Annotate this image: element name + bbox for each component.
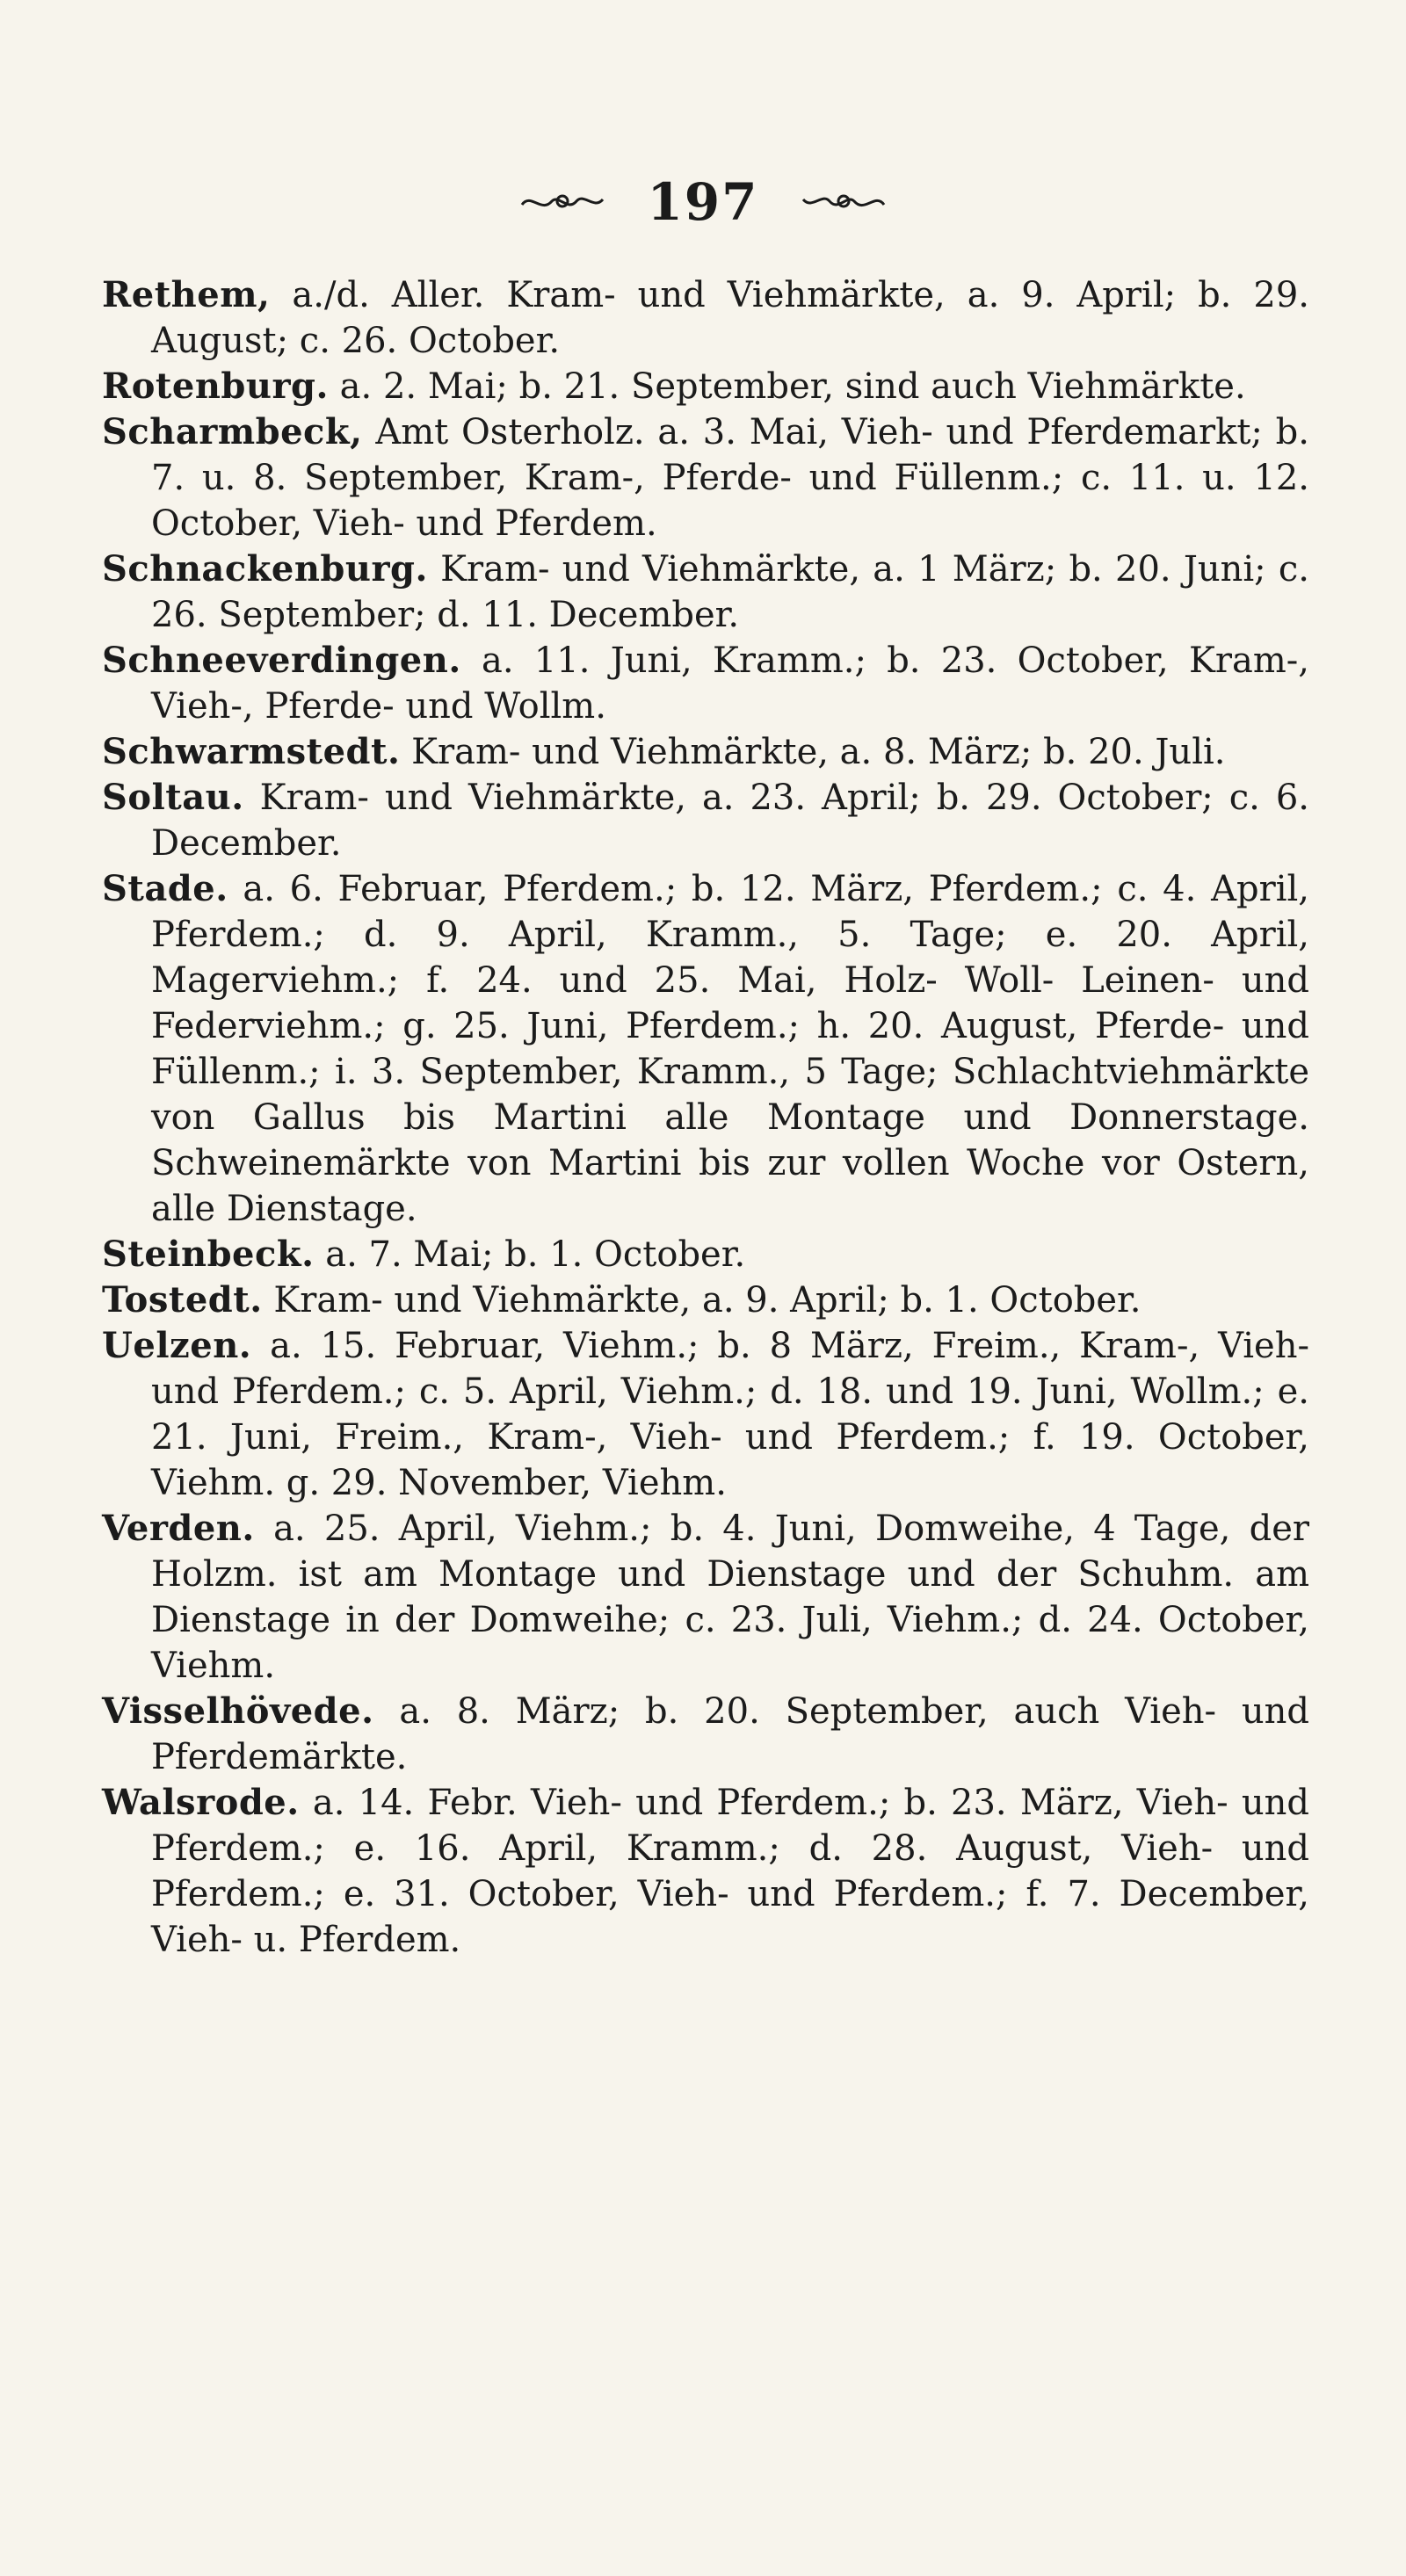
market-entry — [102, 364, 1309, 409]
entry-text: a. 7. Mai; b. 1. October. — [314, 1234, 746, 1275]
market-entry — [102, 272, 1309, 364]
market-entry — [102, 409, 1309, 546]
market-entry — [102, 1232, 1309, 1277]
market-list — [102, 272, 1309, 1963]
entry-text: a. 8. März; b. 20. September, auch Vieh- und Pferdemärkte. — [151, 1691, 1309, 1777]
market-entry — [102, 1689, 1309, 1780]
place-name: Schwarmstedt. — [102, 731, 401, 772]
market-entry — [102, 1506, 1309, 1689]
left-ornament-icon — [518, 187, 606, 217]
place-name: Scharmbeck, — [102, 411, 363, 452]
place-name: Uelzen. — [102, 1325, 252, 1366]
entry-text: a. 25. April, Viehm.; b. 4. Juni, Domweihe, 4 Tage, der Holzm. ist am Montage und Dienstage und der Schuhm. am Dienstage in der Domweihe; c. 23. Juli, Viehm.; d. 24. October, Viehm. — [151, 1509, 1309, 1686]
entry-text: Amt Osterholz. a. 3. Mai, Vieh- und Pferdemarkt; b. 7. u. 8. September, Kram-, Pferde- und Füllenm.; c. 11. u. 12. October, Vieh- und Pferdem. — [151, 412, 1309, 544]
page-number: 197 — [647, 172, 759, 232]
page-header — [0, 172, 1406, 232]
place-name: Stade. — [102, 868, 228, 909]
entry-text: a. 11. Juni, Kramm.; b. 23. October, Kram-, Vieh-, Pferde- und Wollm. — [151, 640, 1309, 727]
right-ornament-icon — [800, 187, 888, 217]
place-name: Rotenburg. — [102, 365, 329, 407]
market-entry — [102, 866, 1309, 1232]
market-entry — [102, 1780, 1309, 1963]
market-entry — [102, 1323, 1309, 1506]
place-name: Verden. — [102, 1508, 255, 1549]
place-name: Tostedt. — [102, 1279, 263, 1321]
entry-text: a. 15. Februar, Viehm.; b. 8 März, Freim., Kram-, Vieh- und Pferdem.; c. 5. April, Viehm.; d. 18. und 19. Juni, Wollm.; e. 21. Juni, Freim., Kram-, Vieh- und Pferdem.; f. 19. October, Viehm. g. 29. November, Viehm. — [151, 1326, 1309, 1503]
place-name: Rethem, — [102, 274, 271, 315]
entry-text: a. 6. Februar, Pferdem.; b. 12. März, Pferdem.; c. 4. April, Pferdem.; d. 9. April, Kramm., 5. Tage; e. 20. April, Magerviehm.; f. 24. und 25. Mai, Holz- Woll- Leinen- und Federviehm.; g. 25. Juni, Pferdem.; h. 20. August, Pferde- und Füllenm.; i. 3. September, Kramm., 5 Tage; Schlachtviehmärkte von Gallus bis Martini alle Montage und Donnerstage. Schweinemärkte von Martini bis zur vollen Woche vor Ostern, alle Dienstage. — [151, 869, 1309, 1229]
market-entry — [102, 546, 1309, 638]
market-entry — [102, 638, 1309, 729]
market-entry — [102, 775, 1309, 866]
place-name: Walsrode. — [102, 1782, 300, 1823]
entry-text: a. 14. Febr. Vieh- und Pferdem.; b. 23. März, Vieh- und Pferdem.; e. 16. April, Kramm.; d. 28. August, Vieh- und Pferdem.; e. 31. October, Vieh- und Pferdem.; f. 7. December, Vieh- u. Pferdem. — [151, 1783, 1309, 1960]
market-entry — [102, 729, 1309, 775]
entry-text: a. 2. Mai; b. 21. September, sind auch Viehmärkte. — [328, 366, 1246, 407]
place-name: Soltau. — [102, 777, 244, 818]
place-name: Schnackenburg. — [102, 548, 428, 590]
place-name: Schneeverdingen. — [102, 640, 461, 681]
entry-text: Kram- und Viehmärkte, a. 23. April; b. 29. October; c. 6. December. — [151, 778, 1309, 864]
place-name: Visselhövede. — [102, 1690, 374, 1732]
place-name: Steinbeck. — [102, 1234, 315, 1275]
entry-text: Kram- und Viehmärkte, a. 9. April; b. 1. October. — [262, 1280, 1141, 1321]
entry-text: Kram- und Viehmärkte, a. 1 März; b. 20. Juni; c. 26. September; d. 11. December. — [151, 549, 1309, 635]
entry-text: a./d. Aller. Kram- und Viehmärkte, a. 9. April; b. 29. August; c. 26. October. — [151, 275, 1309, 361]
entry-text: Kram- und Viehmärkte, a. 8. März; b. 20. Juli. — [400, 732, 1226, 772]
market-entry — [102, 1277, 1309, 1323]
